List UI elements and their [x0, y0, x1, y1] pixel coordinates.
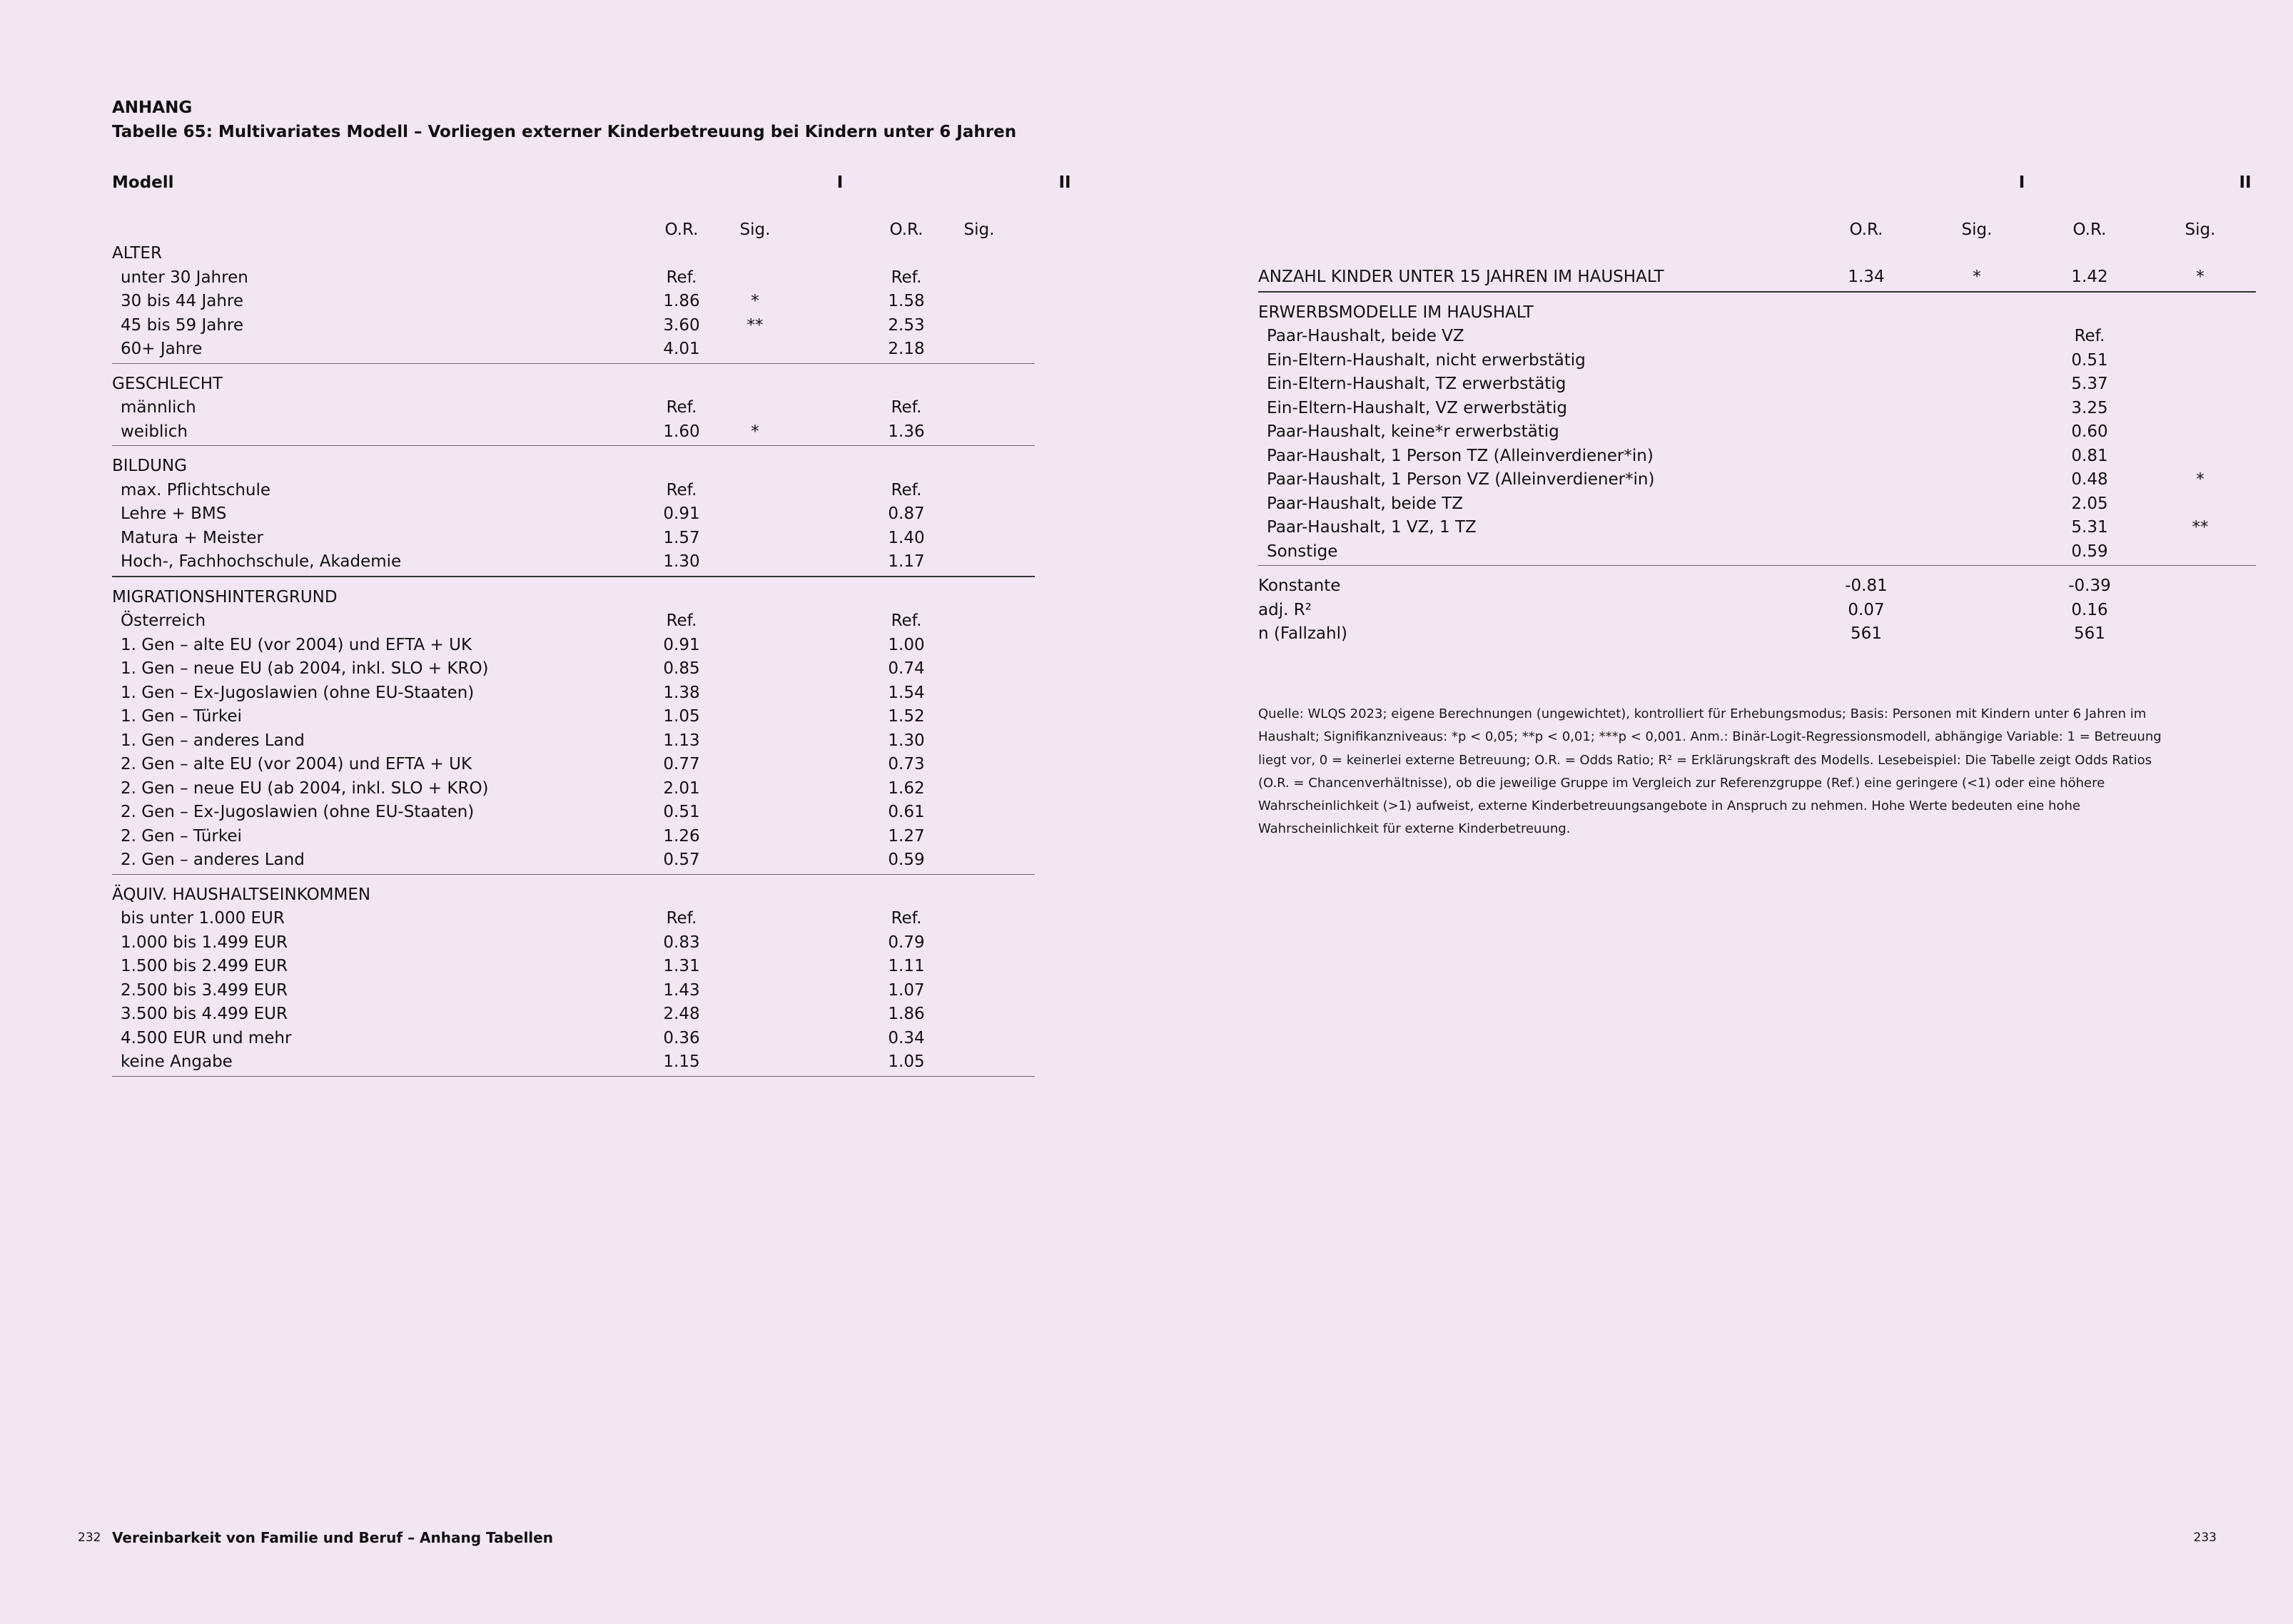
row-label: 1. Gen – neue EU (ab 2004, inkl. SLO + KRO) [121, 659, 489, 678]
table-row [112, 266, 1035, 290]
row-label: 2. Gen – Ex-Jugoslawien (ohne EU-Staaten) [121, 803, 475, 821]
regression-table-left [112, 171, 1071, 1085]
kinder-or-1: 1.34 [1848, 268, 1885, 286]
row-label: 1. Gen – anderes Land [121, 731, 305, 750]
table-row [112, 479, 1035, 503]
right-page [1146, 0, 2293, 1624]
header-or-2: O.R. [889, 220, 923, 239]
odds-ratio-model-2: 1.27 [888, 826, 925, 846]
header-sig-1: Sig. [739, 220, 771, 239]
row-label: Konstante [1258, 577, 1341, 595]
table-row [1258, 372, 2256, 397]
kinder-label: ANZAHL KINDER UNTER 15 JAHREN IM HAUSHALT [1258, 268, 1664, 286]
significance-model-1: * [751, 292, 759, 310]
table-row [1258, 574, 2256, 599]
odds-ratio-model-2: 0.61 [888, 803, 925, 821]
group-title-row [112, 586, 1035, 610]
row-label: Paar-Haushalt, 1 Person TZ (Alleinverdiener*in) [1267, 446, 1654, 465]
footer-title: Vereinbarkeit von Familie und Beruf – Anhang Tabellen [112, 1529, 553, 1546]
odds-ratio-model-2: 1.05 [888, 1052, 925, 1071]
header-model-1-right: I [2018, 173, 2025, 192]
odds-ratio-model-1: 0.85 [663, 659, 700, 678]
table-row [112, 1027, 1035, 1051]
odds-ratio-model-1: Ref. [666, 611, 697, 630]
table-header-models [112, 171, 1071, 196]
row-label: 30 bis 44 Jahre [121, 292, 243, 310]
table-row [112, 825, 1035, 849]
odds-ratio-model-1: 1.60 [663, 422, 700, 441]
odds-ratio-model-1: 1.15 [663, 1052, 700, 1071]
row-label: 2. Gen – Türkei [121, 826, 242, 846]
odds-ratio-model-1: 2.48 [663, 1005, 700, 1023]
odds-ratio-model-2: Ref. [891, 268, 922, 287]
header-model-1: I [836, 173, 844, 192]
odds-ratio-model-2: 1.00 [888, 635, 925, 654]
odds-ratio-model-2: 0.59 [888, 851, 925, 869]
divider [1258, 565, 2256, 566]
kinder-sig-1: * [1973, 268, 1981, 286]
table-row [1258, 349, 2256, 373]
table-row [112, 801, 1035, 825]
table-row [112, 420, 1035, 445]
odds-ratio-model-1: Ref. [666, 909, 697, 928]
row-label: 1.500 bis 2.499 EUR [121, 957, 288, 975]
table-header-columns-right [1258, 218, 2256, 243]
odds-ratio-model-2: 0.81 [2071, 446, 2108, 465]
row-label: 1. Gen – Ex-Jugoslawien (ohne EU-Staaten) [121, 683, 475, 702]
kinder-sig-2: * [2196, 268, 2205, 286]
header-sig-2-right: Sig. [2185, 220, 2216, 239]
row-label: Matura + Meister [121, 528, 263, 547]
odds-ratio-model-1: 0.91 [663, 504, 700, 523]
row-label: 3.500 bis 4.499 EUR [121, 1005, 288, 1023]
group-title-row [112, 242, 1035, 266]
odds-ratio-model-2: 0.51 [2071, 350, 2108, 370]
odds-ratio-model-2: 0.79 [888, 933, 925, 952]
row-label: Paar-Haushalt, keine*r erwerbstätig [1267, 422, 1559, 441]
odds-ratio-model-2: 2.18 [888, 340, 925, 358]
row-label: Paar-Haushalt, beide TZ [1267, 494, 1463, 513]
odds-ratio-model-1: Ref. [666, 480, 697, 499]
odds-ratio-model-2: 0.16 [2071, 600, 2108, 619]
row-label: 2.500 bis 3.499 EUR [121, 980, 288, 1000]
row-label: bis unter 1.000 EUR [121, 909, 285, 928]
odds-ratio-model-1: 0.83 [663, 933, 700, 952]
table-row [1258, 622, 2256, 646]
odds-ratio-model-2: 1.52 [888, 707, 925, 726]
row-label: 45 bis 59 Jahre [121, 315, 243, 335]
odds-ratio-model-2: 3.25 [2071, 398, 2108, 417]
table-row [112, 502, 1035, 527]
odds-ratio-model-2: 1.07 [888, 980, 925, 1000]
group-title: GESCHLECHT [112, 374, 223, 393]
source-note: Quelle: WLQS 2023; eigene Berechnungen (ungewichtet), kontrolliert für Erhebungsmodus; Basis: Personen mit Kindern unter 6 Jahren im Haushalt; Signifikanzniveaus: *p < 0,05; **p < 0,01; ***p < 0,001. Anm.: Binär-Logit-Regressionsmodell, abhängige Variable: 1 = Betreuung liegt vor, 0 = keinerlei externe Betreuung; O.R. = Odds Ratio; R² = Erklärungskraft des Modells. Lesebeispiel: Die Tabelle zeigt Odds Ratios (O.R. = Chancenverhältnisse), ob die jeweilige Gruppe im Vergleich zur Referenzgruppe (Ref.) eine geringere (<1) oder eine höhere Wahrscheinlichkeit (>1) aufweist, externe Kinderbetreuungsangebote in Anspruch zu nehmen. Hohe Werte bedeuten eine hohe Wahrscheinlichkeit für externe Kinderbetreuung. [1258, 706, 2162, 837]
table-row [1258, 325, 2256, 349]
table-row [112, 634, 1035, 658]
odds-ratio-model-2: Ref. [2074, 327, 2105, 345]
row-label: 1. Gen – alte EU (vor 2004) und EFTA + UK [121, 635, 472, 654]
header-or-2-right: O.R. [2072, 220, 2107, 239]
odds-ratio-model-2: 1.62 [888, 778, 925, 798]
header-modell: Modell [112, 173, 174, 192]
table-row [112, 907, 1035, 931]
table-row [1258, 445, 2256, 469]
odds-ratio-model-2: 1.36 [888, 422, 925, 441]
page-number-left: 232 [78, 1531, 101, 1545]
odds-ratio-model-1: 1.26 [663, 826, 700, 846]
odds-ratio-model-2: 1.40 [888, 528, 925, 547]
odds-ratio-model-2: 1.86 [888, 1005, 925, 1023]
table-title: Tabelle 65: Multivariates Modell – Vorliegen externer Kinderbetreuung bei Kindern unter 6 Jahren [112, 123, 1017, 141]
row-label: Lehre + BMS [121, 504, 227, 523]
table-row [1258, 397, 2256, 421]
divider [112, 874, 1035, 875]
stats-group [1258, 574, 2256, 646]
odds-ratio-model-2: 5.37 [2071, 375, 2108, 393]
odds-ratio-model-1: 3.60 [663, 315, 700, 335]
table-row [112, 314, 1035, 338]
divider [112, 1076, 1035, 1077]
row-label: 1. Gen – Türkei [121, 707, 242, 726]
row-label: Ein-Eltern-Haushalt, nicht erwerbstätig [1267, 350, 1586, 370]
row-label: 2. Gen – neue EU (ab 2004, inkl. SLO + KRO) [121, 778, 489, 798]
odds-ratio-model-2: 1.58 [888, 292, 925, 310]
odds-ratio-model-1: 4.01 [663, 340, 700, 358]
group-title-row [112, 455, 1035, 479]
header-or-1: O.R. [664, 220, 699, 239]
odds-ratio-model-2: 1.54 [888, 683, 925, 702]
odds-ratio-model-2: 2.05 [2071, 494, 2108, 513]
odds-ratio-model-1: -0.81 [1845, 577, 1888, 595]
odds-ratio-model-2: Ref. [891, 909, 922, 928]
group-title-row [1258, 301, 2256, 325]
page-number-right: 233 [2193, 1531, 2217, 1545]
odds-ratio-model-2: Ref. [891, 611, 922, 630]
row-label: 2. Gen – anderes Land [121, 851, 305, 869]
odds-ratio-model-1: 2.01 [663, 778, 700, 798]
group-title-row [112, 883, 1035, 908]
row-label: 4.500 EUR und mehr [121, 1028, 292, 1047]
odds-ratio-model-1: Ref. [666, 398, 697, 417]
header-sig-2: Sig. [963, 220, 995, 239]
odds-ratio-model-2: 0.74 [888, 659, 925, 678]
table-row [1258, 420, 2256, 445]
header-sig-1-right: Sig. [1961, 220, 1993, 239]
significance-model-1: * [751, 422, 759, 441]
odds-ratio-model-1: 0.91 [663, 635, 700, 654]
table-row [1258, 599, 2256, 623]
odds-ratio-model-2: 0.48 [2071, 470, 2108, 489]
row-label: unter 30 Jahren [121, 268, 248, 287]
table-row [112, 729, 1035, 753]
row-label: Ein-Eltern-Haushalt, VZ erwerbstätig [1267, 398, 1567, 417]
row-label: keine Angabe [121, 1052, 233, 1071]
odds-ratio-model-1: 0.36 [663, 1028, 700, 1047]
table-row [112, 609, 1035, 634]
odds-ratio-model-1: 1.05 [663, 707, 700, 726]
group-title: ALTER [112, 244, 162, 263]
divider [112, 576, 1035, 577]
kinder-row [1258, 265, 2256, 290]
odds-ratio-model-2: -0.39 [2068, 577, 2111, 595]
table-row [112, 955, 1035, 979]
row-label: Österreich [121, 611, 206, 630]
table-row [112, 1050, 1035, 1075]
row-label: Paar-Haushalt, beide VZ [1267, 327, 1464, 345]
odds-ratio-model-1: 1.57 [663, 528, 700, 547]
odds-ratio-model-2: Ref. [891, 398, 922, 417]
table-row [112, 931, 1035, 955]
odds-ratio-model-2: 0.34 [888, 1028, 925, 1047]
significance-model-2: ** [2192, 518, 2209, 537]
row-label: Ein-Eltern-Haushalt, TZ erwerbstätig [1267, 375, 1566, 393]
erwerb-group [1258, 301, 2256, 564]
row-label: adj. R² [1258, 600, 1312, 619]
table-row [1258, 540, 2256, 564]
odds-ratio-model-2: 5.31 [2071, 518, 2108, 537]
odds-ratio-model-2: 0.73 [888, 755, 925, 773]
odds-ratio-model-1: 1.86 [663, 292, 700, 310]
odds-ratio-model-1: 1.31 [663, 957, 700, 975]
table-row [1258, 468, 2256, 492]
divider [1258, 291, 2256, 293]
section-title: ANHANG [112, 98, 193, 117]
odds-ratio-model-2: 0.60 [2071, 422, 2108, 441]
header-or-1-right: O.R. [1849, 220, 1883, 239]
odds-ratio-model-1: 0.07 [1848, 600, 1885, 619]
left-page [0, 0, 1146, 1624]
odds-ratio-model-1: 1.30 [663, 552, 700, 571]
row-label: max. Pflichtschule [121, 480, 271, 499]
header-model-2-right: II [2239, 173, 2252, 192]
odds-ratio-model-2: 0.59 [2071, 542, 2108, 561]
odds-ratio-model-1: 1.13 [663, 731, 700, 750]
table-header-columns [112, 218, 1035, 243]
table-row [112, 681, 1035, 706]
odds-ratio-model-2: 1.11 [888, 957, 925, 975]
kinder-or-2: 1.42 [2071, 268, 2108, 286]
odds-ratio-model-2: 2.53 [888, 315, 925, 335]
group-title: BILDUNG [112, 457, 187, 475]
row-label: n (Fallzahl) [1258, 624, 1347, 643]
group-title-row [112, 372, 1035, 397]
odds-ratio-model-2: 1.17 [888, 552, 925, 571]
divider [112, 445, 1035, 446]
divider [112, 363, 1035, 364]
odds-ratio-model-2: 1.30 [888, 731, 925, 750]
odds-ratio-model-1: Ref. [666, 268, 697, 287]
row-label: 2. Gen – alte EU (vor 2004) und EFTA + UK [121, 755, 472, 773]
group-title: MIGRATIONSHINTERGRUND [112, 587, 338, 607]
table-row [112, 979, 1035, 1003]
table-row [112, 396, 1035, 420]
significance-model-2: * [2196, 470, 2205, 489]
table-row [112, 338, 1035, 362]
table-row [112, 290, 1035, 314]
table-row [112, 657, 1035, 681]
odds-ratio-model-1: 0.51 [663, 803, 700, 821]
table-header-models-right [1258, 171, 2256, 196]
group-title: ÄQUIV. HAUSHALTSEINKOMMEN [112, 885, 371, 904]
row-label: 1.000 bis 1.499 EUR [121, 933, 288, 952]
odds-ratio-model-1: 1.38 [663, 683, 700, 702]
significance-model-1: ** [746, 315, 764, 335]
table-row [112, 527, 1035, 551]
left-groups [112, 242, 1035, 1077]
header-model-2: II [1058, 173, 1071, 192]
table-row [112, 777, 1035, 801]
table-row [112, 705, 1035, 729]
odds-ratio-model-2: 0.87 [888, 504, 925, 523]
row-label: männlich [121, 398, 196, 417]
group-title: ERWERBSMODELLE IM HAUSHALT [1258, 303, 1534, 322]
row-label: Paar-Haushalt, 1 Person VZ (Alleinverdiener*in) [1267, 470, 1655, 489]
odds-ratio-model-1: 0.77 [663, 755, 700, 773]
odds-ratio-model-1: 1.43 [663, 980, 700, 1000]
row-label: weiblich [121, 422, 188, 441]
odds-ratio-model-1: 0.57 [663, 851, 700, 869]
regression-table-right [1258, 171, 2256, 646]
row-label: Sonstige [1267, 542, 1338, 561]
table-row [1258, 492, 2256, 517]
table-row [112, 848, 1035, 873]
row-label: Paar-Haushalt, 1 VZ, 1 TZ [1267, 518, 1477, 537]
table-row [112, 753, 1035, 777]
table-row [1258, 516, 2256, 540]
odds-ratio-model-2: 561 [2074, 624, 2105, 643]
odds-ratio-model-2: Ref. [891, 480, 922, 499]
row-label: Hoch-, Fachhochschule, Akademie [121, 552, 402, 571]
table-row [112, 550, 1035, 574]
row-label: 60+ Jahre [121, 340, 203, 358]
table-row [112, 1003, 1035, 1027]
odds-ratio-model-1: 561 [1851, 624, 1882, 643]
